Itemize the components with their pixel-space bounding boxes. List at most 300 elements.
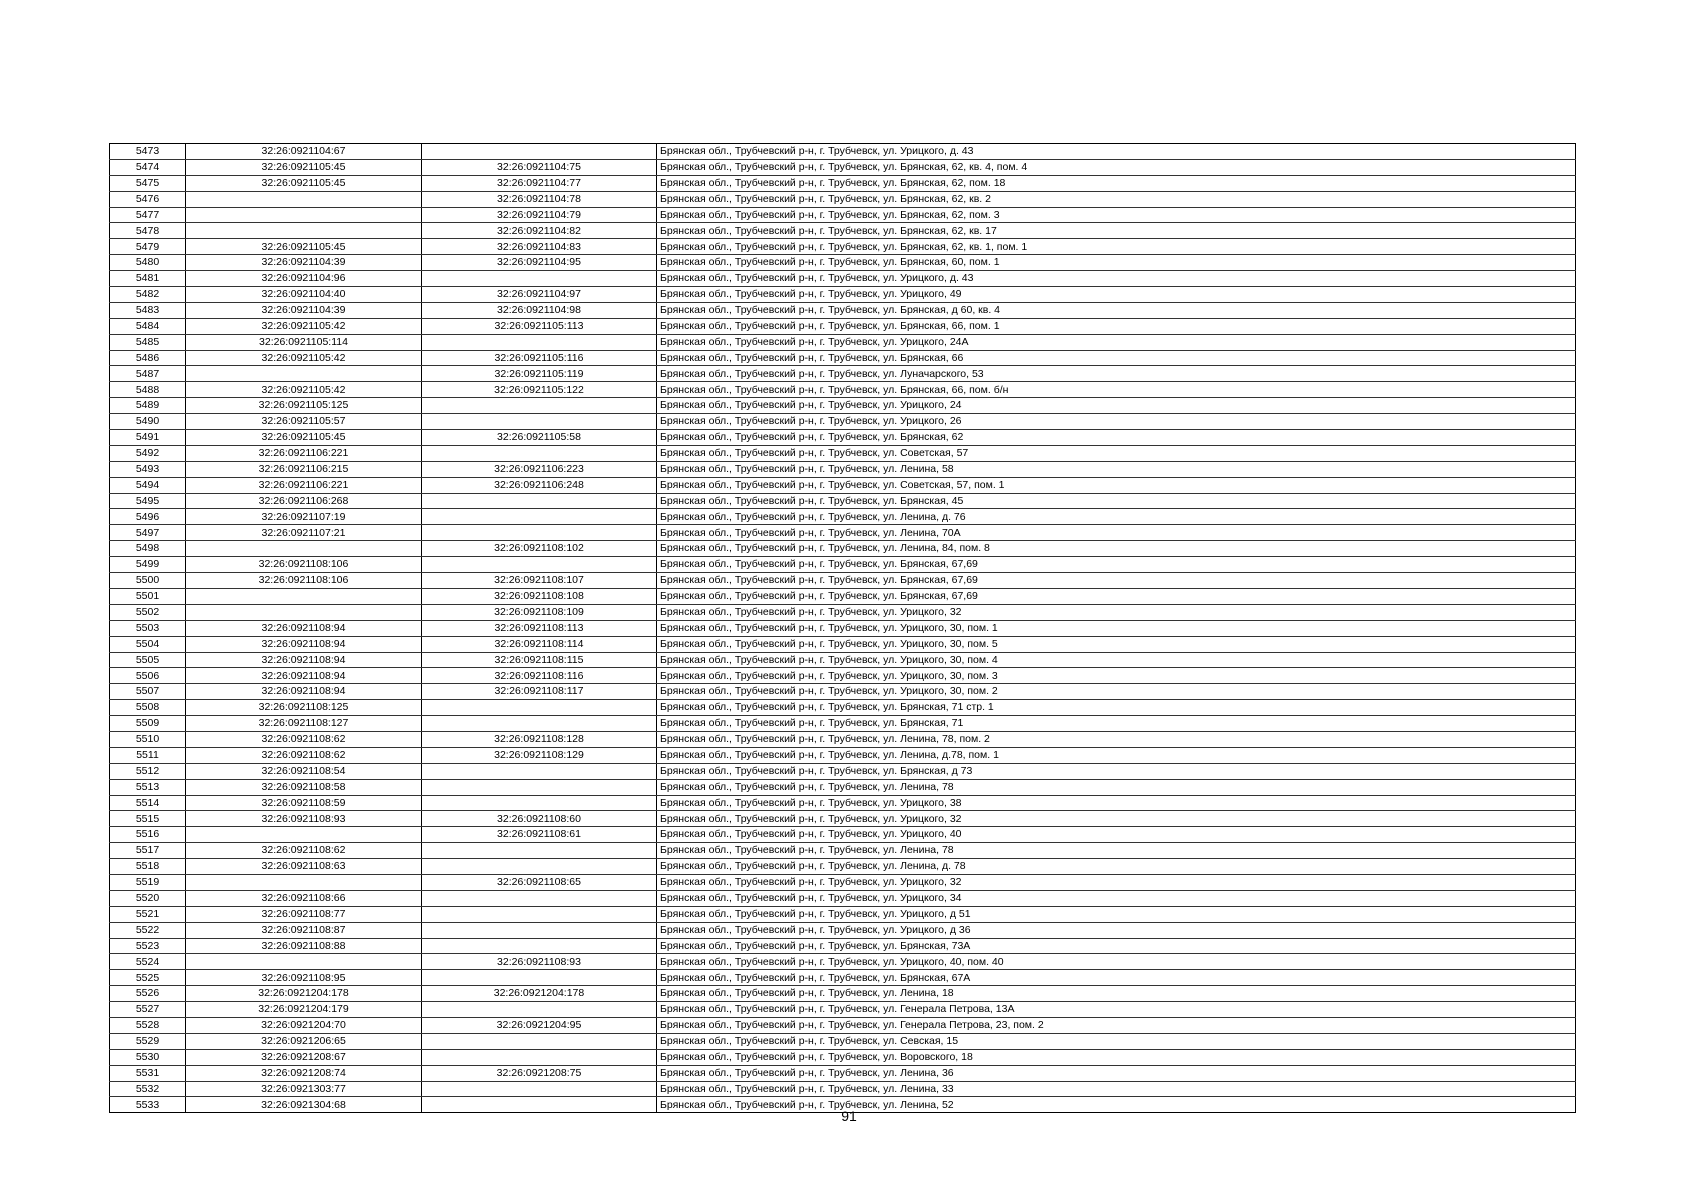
object-cadastral-number-cell [422,700,657,716]
address-cell: Брянская обл., Трубчевский р-н, г. Трубчевск, ул. Брянская, 60, пом. 1 [657,255,1576,271]
address-cell: Брянская обл., Трубчевский р-н, г. Трубчевск, ул. Урицкого, 32 [657,811,1576,827]
address-cell: Брянская обл., Трубчевский р-н, г. Трубчевск, ул. Воровского, 18 [657,1049,1576,1065]
table-row [110,684,1576,700]
address-cell: Брянская обл., Трубчевский р-н, г. Трубчевск, ул. Ленина, 33 [657,1081,1576,1097]
row-number-cell: 5486 [110,350,186,366]
land-parcel-cadastral-number-cell: 32:26:0921303:77 [186,1081,422,1097]
table-row [110,557,1576,573]
object-cadastral-number-cell: 32:26:0921108:65 [422,874,657,890]
object-cadastral-number-cell: 32:26:0921105:119 [422,366,657,382]
address-cell: Брянская обл., Трубчевский р-н, г. Трубчевск, ул. Урицкого, 30, пом. 2 [657,684,1576,700]
land-parcel-cadastral-number-cell: 32:26:0921105:45 [186,175,422,191]
table-row [110,636,1576,652]
table-row [110,731,1576,747]
table-row [110,493,1576,509]
land-parcel-cadastral-number-cell: 32:26:0921108:63 [186,859,422,875]
object-cadastral-number-cell: 32:26:0921106:223 [422,461,657,477]
object-cadastral-number-cell: 32:26:0921108:93 [422,954,657,970]
object-cadastral-number-cell [422,271,657,287]
land-parcel-cadastral-number-cell: 32:26:0921105:45 [186,159,422,175]
address-cell: Брянская обл., Трубчевский р-н, г. Трубчевск, ул. Урицкого, 40 [657,827,1576,843]
land-parcel-cadastral-number-cell: 32:26:0921108:93 [186,811,422,827]
table-row [110,716,1576,732]
address-cell: Брянская обл., Трубчевский р-н, г. Трубчевск, ул. Урицкого, д. 43 [657,144,1576,160]
table-row [110,334,1576,350]
address-cell: Брянская обл., Трубчевский р-н, г. Трубчевск, ул. Ленина, д. 78 [657,859,1576,875]
table-row [110,1033,1576,1049]
row-number-cell: 5508 [110,700,186,716]
object-cadastral-number-cell: 32:26:0921105:113 [422,318,657,334]
table-row [110,144,1576,160]
row-number-cell: 5503 [110,620,186,636]
address-cell: Брянская обл., Трубчевский р-н, г. Трубчевск, ул. Ленина, 78 [657,779,1576,795]
land-parcel-cadastral-number-cell: 32:26:0921108:66 [186,890,422,906]
address-cell: Брянская обл., Трубчевский р-н, г. Трубчевск, ул. Брянская, 71 [657,716,1576,732]
table-row [110,398,1576,414]
object-cadastral-number-cell [422,493,657,509]
land-parcel-cadastral-number-cell: 32:26:0921204:178 [186,986,422,1002]
table-row [110,954,1576,970]
object-cadastral-number-cell [422,970,657,986]
address-cell: Брянская обл., Трубчевский р-н, г. Трубчевск, ул. Урицкого, д 36 [657,922,1576,938]
table-row [110,874,1576,890]
row-number-cell: 5483 [110,302,186,318]
row-number-cell: 5490 [110,414,186,430]
row-number-cell: 5477 [110,207,186,223]
object-cadastral-number-cell: 32:26:0921104:95 [422,255,657,271]
land-parcel-cadastral-number-cell: 32:26:0921108:106 [186,557,422,573]
table-row [110,890,1576,906]
address-cell: Брянская обл., Трубчевский р-н, г. Трубчевск, ул. Брянская, 45 [657,493,1576,509]
table-row [110,700,1576,716]
land-parcel-cadastral-number-cell: 32:26:0921104:67 [186,144,422,160]
object-cadastral-number-cell: 32:26:0921106:248 [422,477,657,493]
table-row [110,350,1576,366]
address-cell: Брянская обл., Трубчевский р-н, г. Трубчевск, ул. Ленина, 58 [657,461,1576,477]
row-number-cell: 5504 [110,636,186,652]
land-parcel-cadastral-number-cell: 32:26:0921105:45 [186,430,422,446]
row-number-cell: 5531 [110,1065,186,1081]
row-number-cell: 5494 [110,477,186,493]
object-cadastral-number-cell [422,843,657,859]
row-number-cell: 5505 [110,652,186,668]
address-cell: Брянская обл., Трубчевский р-н, г. Трубчевск, ул. Севская, 15 [657,1033,1576,1049]
row-number-cell: 5516 [110,827,186,843]
table-row [110,414,1576,430]
object-cadastral-number-cell [422,414,657,430]
land-parcel-cadastral-number-cell: 32:26:0921108:94 [186,620,422,636]
land-parcel-cadastral-number-cell [186,874,422,890]
row-number-cell: 5493 [110,461,186,477]
row-number-cell: 5474 [110,159,186,175]
row-number-cell: 5506 [110,668,186,684]
table-row [110,604,1576,620]
object-cadastral-number-cell: 32:26:0921104:83 [422,239,657,255]
land-parcel-cadastral-number-cell: 32:26:0921106:268 [186,493,422,509]
row-number-cell: 5529 [110,1033,186,1049]
land-parcel-cadastral-number-cell: 32:26:0921105:45 [186,239,422,255]
table-row [110,668,1576,684]
table-row [110,302,1576,318]
row-number-cell: 5510 [110,731,186,747]
row-number-cell: 5485 [110,334,186,350]
table-row [110,223,1576,239]
object-cadastral-number-cell [422,1081,657,1097]
land-parcel-cadastral-number-cell: 32:26:0921108:62 [186,843,422,859]
object-cadastral-number-cell [422,906,657,922]
row-number-cell: 5501 [110,588,186,604]
address-cell: Брянская обл., Трубчевский р-н, г. Трубчевск, ул. Советская, 57, пом. 1 [657,477,1576,493]
object-cadastral-number-cell [422,557,657,573]
row-number-cell: 5519 [110,874,186,890]
land-parcel-cadastral-number-cell: 32:26:0921105:42 [186,350,422,366]
object-cadastral-number-cell: 32:26:0921108:128 [422,731,657,747]
land-parcel-cadastral-number-cell: 32:26:0921105:57 [186,414,422,430]
row-number-cell: 5512 [110,763,186,779]
table-row [110,1065,1576,1081]
object-cadastral-number-cell: 32:26:0921108:108 [422,588,657,604]
address-cell: Брянская обл., Трубчевский р-н, г. Трубчевск, ул. Урицкого, 24А [657,334,1576,350]
land-parcel-cadastral-number-cell: 32:26:0921104:39 [186,302,422,318]
address-cell: Брянская обл., Трубчевский р-н, г. Трубчевск, ул. Урицкого, 30, пом. 3 [657,668,1576,684]
object-cadastral-number-cell: 32:26:0921108:102 [422,541,657,557]
address-cell: Брянская обл., Трубчевский р-н, г. Трубчевск, ул. Луначарского, 53 [657,366,1576,382]
object-cadastral-number-cell [422,716,657,732]
row-number-cell: 5513 [110,779,186,795]
row-number-cell: 5489 [110,398,186,414]
land-parcel-cadastral-number-cell [186,366,422,382]
address-cell: Брянская обл., Трубчевский р-н, г. Трубчевск, ул. Ленина, д.78, пом. 1 [657,747,1576,763]
registry-body [110,144,1576,1113]
address-cell: Брянская обл., Трубчевский р-н, г. Трубчевск, ул. Брянская, 62, пом. 18 [657,175,1576,191]
row-number-cell: 5498 [110,541,186,557]
row-number-cell: 5497 [110,525,186,541]
address-cell: Брянская обл., Трубчевский р-н, г. Трубчевск, ул. Генерала Петрова, 23, пом. 2 [657,1017,1576,1033]
land-parcel-cadastral-number-cell: 32:26:0921108:59 [186,795,422,811]
table-row [110,922,1576,938]
object-cadastral-number-cell: 32:26:0921104:77 [422,175,657,191]
land-parcel-cadastral-number-cell: 32:26:0921108:106 [186,573,422,589]
row-number-cell: 5476 [110,191,186,207]
row-number-cell: 5528 [110,1017,186,1033]
row-number-cell: 5527 [110,1002,186,1018]
address-cell: Брянская обл., Трубчевский р-н, г. Трубчевск, ул. Ленина, 78, пом. 2 [657,731,1576,747]
object-cadastral-number-cell: 32:26:0921108:60 [422,811,657,827]
row-number-cell: 5484 [110,318,186,334]
table-row [110,1017,1576,1033]
address-cell: Брянская обл., Трубчевский р-н, г. Трубчевск, ул. Брянская, 62, кв. 4, пом. 4 [657,159,1576,175]
object-cadastral-number-cell: 32:26:0921108:116 [422,668,657,684]
registry-table [109,143,1576,1113]
object-cadastral-number-cell: 32:26:0921104:82 [422,223,657,239]
land-parcel-cadastral-number-cell: 32:26:0921105:125 [186,398,422,414]
object-cadastral-number-cell: 32:26:0921108:114 [422,636,657,652]
row-number-cell: 5524 [110,954,186,970]
land-parcel-cadastral-number-cell: 32:26:0921108:77 [186,906,422,922]
row-number-cell: 5499 [110,557,186,573]
land-parcel-cadastral-number-cell: 32:26:0921106:221 [186,445,422,461]
object-cadastral-number-cell [422,398,657,414]
address-cell: Брянская обл., Трубчевский р-н, г. Трубчевск, ул. Советская, 57 [657,445,1576,461]
land-parcel-cadastral-number-cell: 32:26:0921108:94 [186,684,422,700]
row-number-cell: 5507 [110,684,186,700]
address-cell: Брянская обл., Трубчевский р-н, г. Трубчевск, ул. Брянская, 67,69 [657,588,1576,604]
object-cadastral-number-cell [422,922,657,938]
object-cadastral-number-cell [422,445,657,461]
address-cell: Брянская обл., Трубчевский р-н, г. Трубчевск, ул. Ленина, 36 [657,1065,1576,1081]
object-cadastral-number-cell [422,859,657,875]
table-row [110,859,1576,875]
address-cell: Брянская обл., Трубчевский р-н, г. Трубчевск, ул. Брянская, 62 [657,430,1576,446]
land-parcel-cadastral-number-cell [186,588,422,604]
address-cell: Брянская обл., Трубчевский р-н, г. Трубчевск, ул. Брянская, 67,69 [657,573,1576,589]
object-cadastral-number-cell: 32:26:0921105:122 [422,382,657,398]
table-row [110,477,1576,493]
table-row [110,271,1576,287]
page-number: 91 [841,1108,857,1124]
table-row [110,811,1576,827]
address-cell: Брянская обл., Трубчевский р-н, г. Трубчевск, ул. Ленина, 52 [657,1097,1576,1113]
object-cadastral-number-cell [422,525,657,541]
object-cadastral-number-cell [422,334,657,350]
address-cell: Брянская обл., Трубчевский р-н, г. Трубчевск, ул. Брянская, 62, кв. 2 [657,191,1576,207]
land-parcel-cadastral-number-cell: 32:26:0921108:94 [186,652,422,668]
land-parcel-cadastral-number-cell: 32:26:0921106:221 [186,477,422,493]
land-parcel-cadastral-number-cell: 32:26:0921204:179 [186,1002,422,1018]
land-parcel-cadastral-number-cell: 32:26:0921108:88 [186,938,422,954]
address-cell: Брянская обл., Трубчевский р-н, г. Трубчевск, ул. Урицкого, 30, пом. 1 [657,620,1576,636]
land-parcel-cadastral-number-cell: 32:26:0921108:125 [186,700,422,716]
land-parcel-cadastral-number-cell: 32:26:0921108:94 [186,636,422,652]
object-cadastral-number-cell [422,509,657,525]
object-cadastral-number-cell [422,779,657,795]
table-row [110,1081,1576,1097]
row-number-cell: 5479 [110,239,186,255]
address-cell: Брянская обл., Трубчевский р-н, г. Трубчевск, ул. Ленина, 78 [657,843,1576,859]
table-row [110,287,1576,303]
table-row [110,191,1576,207]
row-number-cell: 5495 [110,493,186,509]
object-cadastral-number-cell: 32:26:0921108:117 [422,684,657,700]
row-number-cell: 5487 [110,366,186,382]
object-cadastral-number-cell: 32:26:0921105:58 [422,430,657,446]
address-cell: Брянская обл., Трубчевский р-н, г. Трубчевск, ул. Брянская, 67,69 [657,557,1576,573]
table-row [110,382,1576,398]
land-parcel-cadastral-number-cell: 32:26:0921206:65 [186,1033,422,1049]
address-cell: Брянская обл., Трубчевский р-н, г. Трубчевск, ул. Урицкого, 49 [657,287,1576,303]
land-parcel-cadastral-number-cell: 32:26:0921108:127 [186,716,422,732]
table-row [110,652,1576,668]
row-number-cell: 5488 [110,382,186,398]
address-cell: Брянская обл., Трубчевский р-н, г. Трубчевск, ул. Урицкого, 30, пом. 4 [657,652,1576,668]
address-cell: Брянская обл., Трубчевский р-н, г. Трубчевск, ул. Брянская, д 73 [657,763,1576,779]
land-parcel-cadastral-number-cell: 32:26:0921108:94 [186,668,422,684]
land-parcel-cadastral-number-cell: 32:26:0921105:42 [186,318,422,334]
row-number-cell: 5480 [110,255,186,271]
land-parcel-cadastral-number-cell [186,541,422,557]
address-cell: Брянская обл., Трубчевский р-н, г. Трубчевск, ул. Урицкого, 34 [657,890,1576,906]
table-row [110,255,1576,271]
row-number-cell: 5481 [110,271,186,287]
row-number-cell: 5521 [110,906,186,922]
object-cadastral-number-cell: 32:26:0921108:109 [422,604,657,620]
object-cadastral-number-cell [422,938,657,954]
address-cell: Брянская обл., Трубчевский р-н, г. Трубчевск, ул. Ленина, 84, пом. 8 [657,541,1576,557]
address-cell: Брянская обл., Трубчевский р-н, г. Трубчевск, ул. Брянская, 66 [657,350,1576,366]
table-row [110,1002,1576,1018]
table-row [110,461,1576,477]
land-parcel-cadastral-number-cell: 32:26:0921106:215 [186,461,422,477]
land-parcel-cadastral-number-cell: 32:26:0921105:114 [186,334,422,350]
row-number-cell: 5520 [110,890,186,906]
land-parcel-cadastral-number-cell [186,207,422,223]
land-parcel-cadastral-number-cell [186,191,422,207]
table-row [110,620,1576,636]
row-number-cell: 5473 [110,144,186,160]
table-row [110,239,1576,255]
address-cell: Брянская обл., Трубчевский р-н, г. Трубчевск, ул. Генерала Петрова, 13А [657,1002,1576,1018]
table-row [110,445,1576,461]
address-cell: Брянская обл., Трубчевский р-н, г. Трубчевск, ул. Брянская, 71 стр. 1 [657,700,1576,716]
object-cadastral-number-cell [422,1002,657,1018]
address-cell: Брянская обл., Трубчевский р-н, г. Трубчевск, ул. Урицкого, 40, пом. 40 [657,954,1576,970]
address-cell: Брянская обл., Трубчевский р-н, г. Трубчевск, ул. Урицкого, 30, пом. 5 [657,636,1576,652]
object-cadastral-number-cell: 32:26:0921108:129 [422,747,657,763]
row-number-cell: 5496 [110,509,186,525]
row-number-cell: 5522 [110,922,186,938]
row-number-cell: 5502 [110,604,186,620]
address-cell: Брянская обл., Трубчевский р-н, г. Трубчевск, ул. Урицкого, 24 [657,398,1576,414]
address-cell: Брянская обл., Трубчевский р-н, г. Трубчевск, ул. Урицкого, д. 43 [657,271,1576,287]
address-cell: Брянская обл., Трубчевский р-н, г. Трубчевск, ул. Урицкого, 32 [657,874,1576,890]
object-cadastral-number-cell: 32:26:0921108:115 [422,652,657,668]
row-number-cell: 5491 [110,430,186,446]
address-cell: Брянская обл., Трубчевский р-н, г. Трубчевск, ул. Урицкого, д 51 [657,906,1576,922]
table-row [110,541,1576,557]
row-number-cell: 5482 [110,287,186,303]
table-row [110,366,1576,382]
row-number-cell: 5500 [110,573,186,589]
object-cadastral-number-cell [422,144,657,160]
table-row [110,509,1576,525]
address-cell: Брянская обл., Трубчевский р-н, г. Трубчевск, ул. Брянская, д 60, кв. 4 [657,302,1576,318]
land-parcel-cadastral-number-cell: 32:26:0921208:74 [186,1065,422,1081]
address-cell: Брянская обл., Трубчевский р-н, г. Трубчевск, ул. Ленина, д. 76 [657,509,1576,525]
row-number-cell: 5530 [110,1049,186,1065]
row-number-cell: 5523 [110,938,186,954]
land-parcel-cadastral-number-cell [186,954,422,970]
object-cadastral-number-cell: 32:26:0921204:95 [422,1017,657,1033]
row-number-cell: 5514 [110,795,186,811]
land-parcel-cadastral-number-cell: 32:26:0921108:58 [186,779,422,795]
table-row [110,430,1576,446]
land-parcel-cadastral-number-cell: 32:26:0921108:87 [186,922,422,938]
table-row [110,986,1576,1002]
row-number-cell: 5478 [110,223,186,239]
land-parcel-cadastral-number-cell: 32:26:0921108:62 [186,747,422,763]
row-number-cell: 5526 [110,986,186,1002]
address-cell: Брянская обл., Трубчевский р-н, г. Трубчевск, ул. Урицкого, 38 [657,795,1576,811]
row-number-cell: 5518 [110,859,186,875]
address-cell: Брянская обл., Трубчевский р-н, г. Трубчевск, ул. Ленина, 18 [657,986,1576,1002]
object-cadastral-number-cell: 32:26:0921208:75 [422,1065,657,1081]
object-cadastral-number-cell [422,795,657,811]
object-cadastral-number-cell: 32:26:0921108:113 [422,620,657,636]
table-row [110,906,1576,922]
row-number-cell: 5533 [110,1097,186,1113]
address-cell: Брянская обл., Трубчевский р-н, г. Трубчевск, ул. Урицкого, 26 [657,414,1576,430]
object-cadastral-number-cell: 32:26:0921104:98 [422,302,657,318]
object-cadastral-number-cell: 32:26:0921108:61 [422,827,657,843]
table-row [110,1049,1576,1065]
land-parcel-cadastral-number-cell: 32:26:0921107:21 [186,525,422,541]
land-parcel-cadastral-number-cell: 32:26:0921104:39 [186,255,422,271]
address-cell: Брянская обл., Трубчевский р-н, г. Трубчевск, ул. Ленина, 70А [657,525,1576,541]
land-parcel-cadastral-number-cell: 32:26:0921208:67 [186,1049,422,1065]
table-row [110,747,1576,763]
object-cadastral-number-cell: 32:26:0921204:178 [422,986,657,1002]
land-parcel-cadastral-number-cell: 32:26:0921204:70 [186,1017,422,1033]
address-cell: Брянская обл., Трубчевский р-н, г. Трубчевск, ул. Урицкого, 32 [657,604,1576,620]
table-row [110,525,1576,541]
land-parcel-cadastral-number-cell [186,604,422,620]
object-cadastral-number-cell: 32:26:0921105:116 [422,350,657,366]
table-row [110,159,1576,175]
object-cadastral-number-cell: 32:26:0921108:107 [422,573,657,589]
land-parcel-cadastral-number-cell: 32:26:0921304:68 [186,1097,422,1113]
land-parcel-cadastral-number-cell: 32:26:0921108:54 [186,763,422,779]
address-cell: Брянская обл., Трубчевский р-н, г. Трубчевск, ул. Брянская, 73А [657,938,1576,954]
row-number-cell: 5515 [110,811,186,827]
table-row [110,843,1576,859]
address-cell: Брянская обл., Трубчевский р-н, г. Трубчевск, ул. Брянская, 62, кв. 1, пом. 1 [657,239,1576,255]
land-parcel-cadastral-number-cell: 32:26:0921107:19 [186,509,422,525]
row-number-cell: 5509 [110,716,186,732]
address-cell: Брянская обл., Трубчевский р-н, г. Трубчевск, ул. Брянская, 62, кв. 17 [657,223,1576,239]
row-number-cell: 5475 [110,175,186,191]
row-number-cell: 5511 [110,747,186,763]
object-cadastral-number-cell [422,890,657,906]
address-cell: Брянская обл., Трубчевский р-н, г. Трубчевск, ул. Брянская, 66, пом. б/н [657,382,1576,398]
table-row [110,588,1576,604]
land-parcel-cadastral-number-cell [186,223,422,239]
table-row [110,970,1576,986]
object-cadastral-number-cell: 32:26:0921104:97 [422,287,657,303]
row-number-cell: 5532 [110,1081,186,1097]
land-parcel-cadastral-number-cell: 32:26:0921108:62 [186,731,422,747]
land-parcel-cadastral-number-cell: 32:26:0921104:96 [186,271,422,287]
address-cell: Брянская обл., Трубчевский р-н, г. Трубчевск, ул. Брянская, 67А [657,970,1576,986]
table-row [110,795,1576,811]
row-number-cell: 5525 [110,970,186,986]
land-parcel-cadastral-number-cell [186,827,422,843]
object-cadastral-number-cell [422,763,657,779]
table-row [110,207,1576,223]
row-number-cell: 5492 [110,445,186,461]
object-cadastral-number-cell: 32:26:0921104:79 [422,207,657,223]
table-row [110,573,1576,589]
table-row [110,175,1576,191]
table-row [110,938,1576,954]
table-row [110,827,1576,843]
land-parcel-cadastral-number-cell: 32:26:0921104:40 [186,287,422,303]
land-parcel-cadastral-number-cell: 32:26:0921105:42 [186,382,422,398]
row-number-cell: 5517 [110,843,186,859]
address-cell: Брянская обл., Трубчевский р-н, г. Трубчевск, ул. Брянская, 62, пом. 3 [657,207,1576,223]
object-cadastral-number-cell: 32:26:0921104:78 [422,191,657,207]
land-parcel-cadastral-number-cell: 32:26:0921108:95 [186,970,422,986]
table-row [110,763,1576,779]
